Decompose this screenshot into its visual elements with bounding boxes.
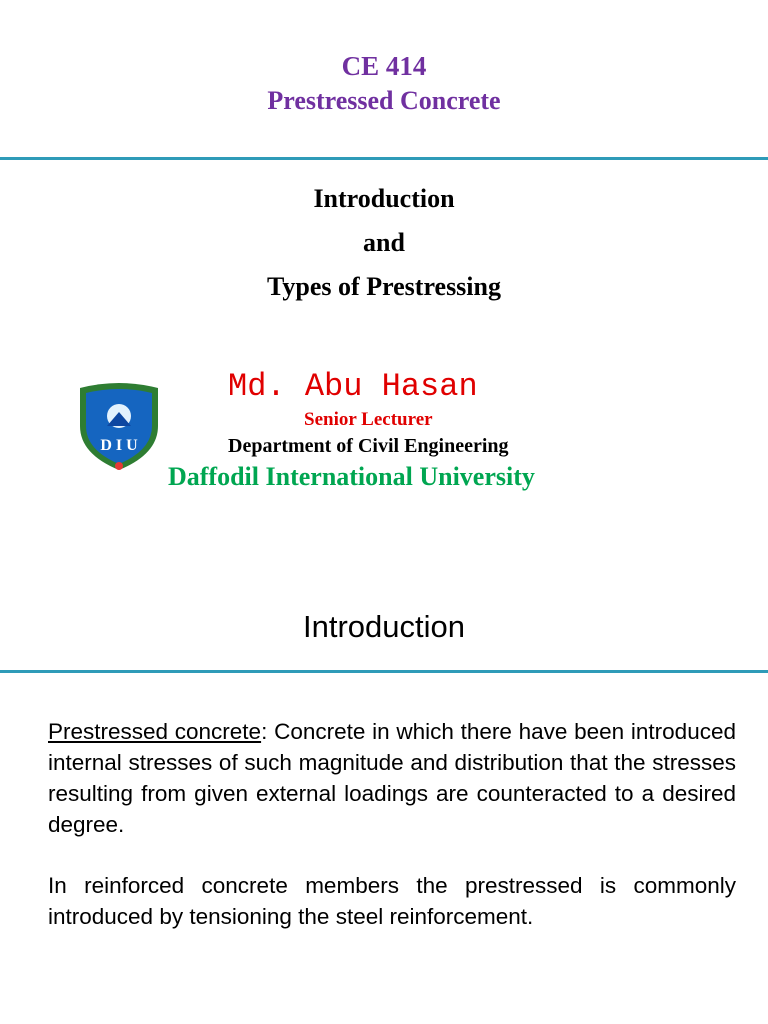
divider-line-bottom bbox=[0, 670, 768, 673]
author-role: Senior Lecturer bbox=[304, 409, 433, 430]
shield-logo-icon bbox=[72, 380, 166, 474]
slide-title: Introduction bbox=[303, 609, 465, 644]
title-line-1: Introduction bbox=[313, 184, 455, 213]
course-name: Prestressed Concrete bbox=[267, 86, 501, 115]
course-code: CE 414 bbox=[341, 51, 427, 81]
logo-letters: D I U bbox=[100, 437, 138, 454]
definition-text: Concrete in which there have been introduced internal stresses of such magnitude and distribution that the stresses resulting from given external loadings are counteracted to a desired degree. bbox=[48, 719, 736, 837]
university-logo bbox=[72, 380, 166, 474]
university-name: Daffodil International University bbox=[168, 462, 535, 491]
definition-colon: : bbox=[261, 719, 268, 744]
reinforced-concrete-paragraph: In reinforced concrete members the prestressed is commonly introduced by tensioning the steel reinforcement. bbox=[48, 873, 736, 929]
author-name: Md. Abu Hasan bbox=[228, 368, 478, 405]
author-department: Department of Civil Engineering bbox=[228, 435, 509, 457]
title-line-2: and bbox=[363, 228, 405, 257]
definition-term: Prestressed concrete bbox=[48, 719, 262, 744]
title-line-3: Types of Prestressing bbox=[267, 272, 501, 301]
definition-paragraph bbox=[48, 716, 736, 840]
divider-line-top bbox=[0, 157, 768, 160]
